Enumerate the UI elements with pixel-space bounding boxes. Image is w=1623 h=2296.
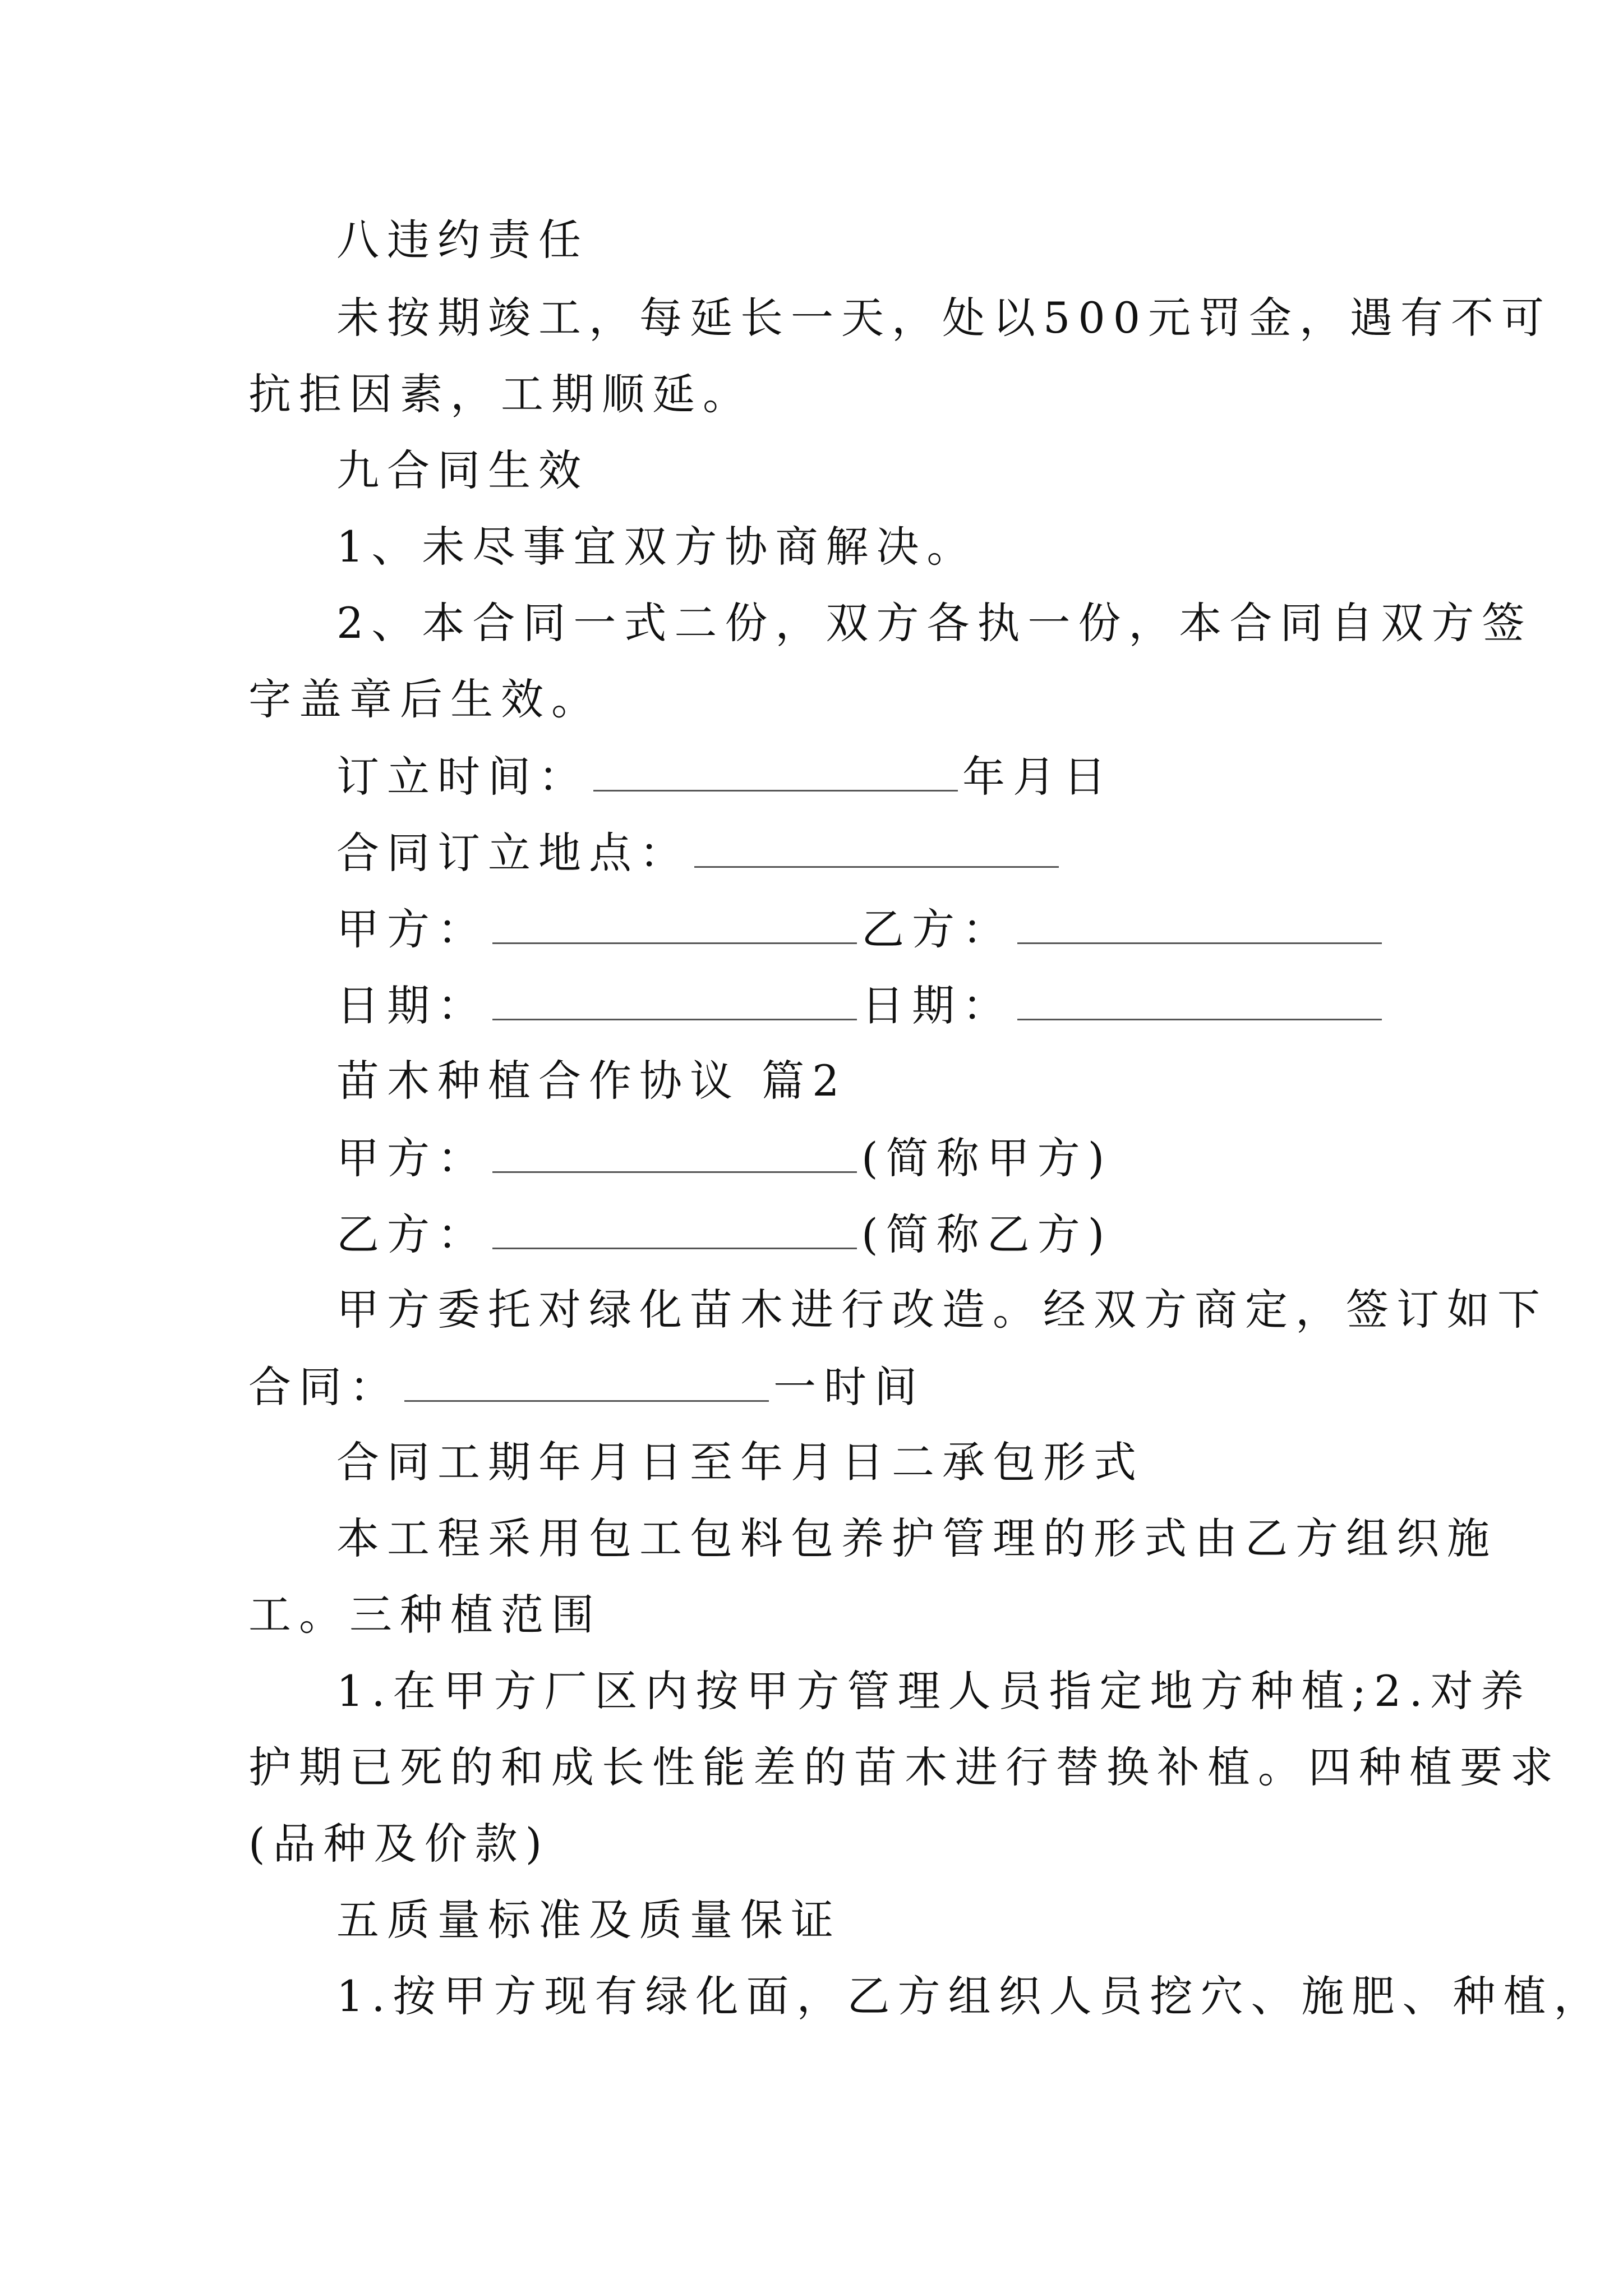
date-a-blank: [492, 979, 857, 1020]
party-b-field-label: 乙方：: [336, 1209, 488, 1259]
party-signature-row: [336, 903, 1386, 955]
sign-place-label: 合同订立地点：: [336, 828, 690, 878]
paragraph-line: 1、未尽事宜双方协商解决。: [336, 522, 978, 572]
paragraph-line: 抗拒因素，工期顺延。: [248, 369, 753, 419]
party-b-field-blank: [492, 1208, 857, 1249]
party-a-field-suffix: (简称甲方): [861, 1133, 1113, 1183]
contract-field-blank: [404, 1361, 769, 1402]
party-a-field: [336, 1132, 1112, 1184]
section-heading-effect: 九合同生效: [336, 445, 589, 495]
party-b-field: [336, 1208, 1112, 1260]
paragraph-line: 本工程采用包工包料包养护管理的形式由乙方组织施: [336, 1513, 1497, 1563]
paragraph-line: 合同工期年月日至年月日二承包形式: [336, 1437, 1144, 1487]
section-heading-quality: 五质量标准及质量保证: [336, 1895, 841, 1945]
party-a-blank: [492, 903, 857, 944]
sign-place-blank: [694, 827, 1059, 868]
date-b-label: 日期：: [861, 981, 1013, 1030]
paragraph-line: (品种及价款): [248, 1819, 550, 1869]
paragraph-line: 护期已死的和成长性能差的苗木进行替换补植。四种植要求: [248, 1742, 1561, 1792]
paragraph-line: 1.在甲方厂区内按甲方管理人员指定地方种植;2.对养: [336, 1666, 1532, 1716]
contract-field-label: 合同：: [248, 1362, 400, 1412]
date-signature-row: [336, 979, 1386, 1031]
paragraph-line: 工。三种植范围: [248, 1590, 602, 1640]
paragraph-line: 2、本合同一式二份，双方各执一份，本合同自双方签: [336, 598, 1533, 648]
paragraph-line: 甲方委托对绿化苗木进行改造。经双方商定，签订如下: [336, 1285, 1548, 1335]
party-b-field-suffix: (简称乙方): [861, 1209, 1113, 1259]
party-b-blank: [1017, 903, 1382, 944]
sign-place-field: [336, 827, 1063, 878]
party-b-label: 乙方：: [861, 904, 1013, 954]
party-a-label: 甲方：: [336, 904, 488, 954]
party-a-field-blank: [492, 1132, 857, 1173]
date-a-label: 日期：: [336, 981, 488, 1030]
contract-field-suffix: 一时间: [773, 1362, 925, 1412]
sign-time-suffix: 年月日: [962, 752, 1114, 802]
paragraph-line: 字盖章后生效。: [248, 674, 602, 724]
date-b-blank: [1017, 979, 1382, 1020]
paragraph-line: 未按期竣工，每延长一天，处以500元罚金，遇有不可: [336, 293, 1552, 343]
agreement-title: 苗木种植合作协议 篇2: [336, 1056, 847, 1106]
sign-time-label: 订立时间：: [336, 752, 589, 802]
paragraph-line: 1.按甲方现有绿化面，乙方组织人员挖穴、施肥、种植，: [336, 1971, 1604, 2021]
contract-field: [248, 1361, 925, 1412]
sign-time-field: [336, 751, 1114, 802]
sign-time-blank: [593, 751, 958, 792]
party-a-field-label: 甲方：: [336, 1133, 488, 1183]
section-heading-breach: 八违约责任: [336, 215, 589, 265]
